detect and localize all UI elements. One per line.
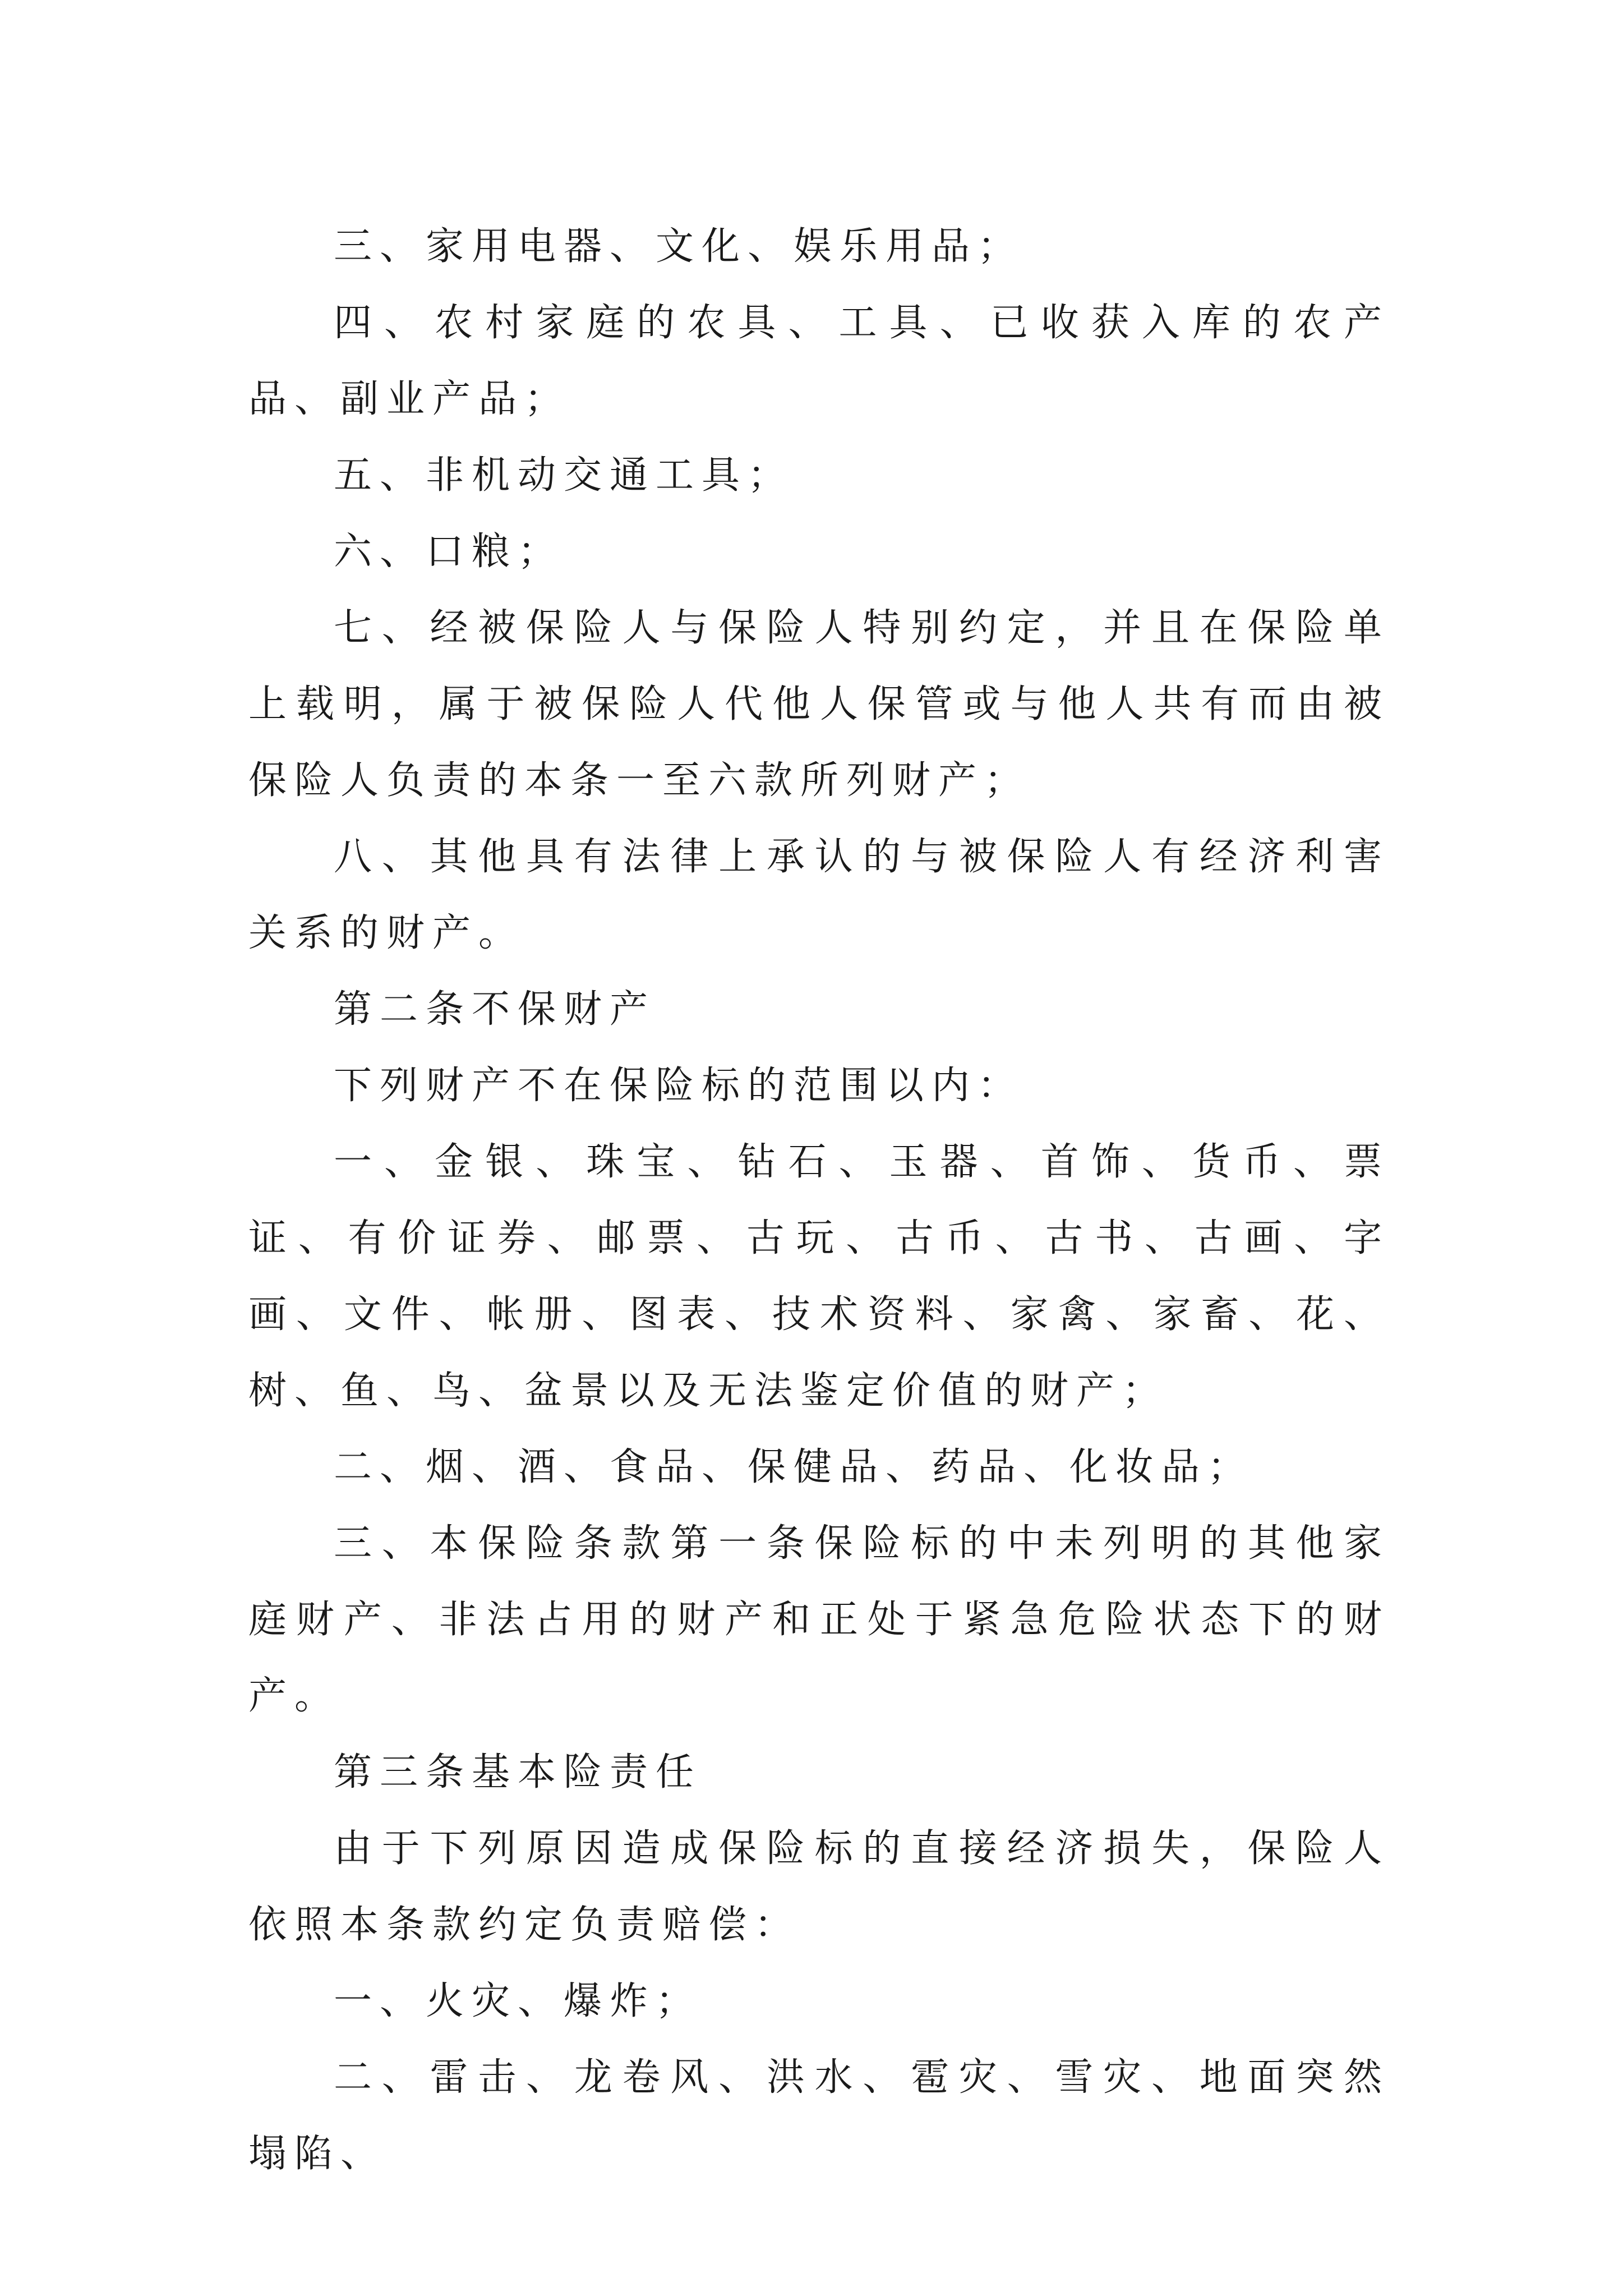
paragraph: 七、经被保险人与保险人特别约定，并且在保险单上载明，属于被保险人代他人保管或与他人共有而由被保险人负责的本条一至六款所列财产； [248, 606, 1390, 803]
paragraph: 六、口粮； [334, 530, 564, 574]
section-heading: 第三条基本险责任 [334, 1750, 702, 1795]
paragraph: 下列财产不在保险标的范围以内： [334, 1064, 1024, 1108]
paragraph: 二、雷击、龙卷风、洪水、雹灾、雪灾、地面突然塌陷、 [248, 2055, 1390, 2176]
paragraph: 三、家用电器、文化、娱乐用品； [334, 224, 1024, 269]
document-body [248, 209, 1390, 2192]
paragraph: 一、金银、珠宝、钻石、玉器、首饰、货币、票证、有价证券、邮票、古玩、古币、古书、古画、字画、文件、帐册、图表、技术资料、家禽、家畜、花、树、鱼、鸟、盆景以及无法鉴定价值的财产； [248, 1140, 1390, 1413]
section-heading: 第二条不保财产 [334, 987, 656, 1032]
paragraph: 五、非机动交通工具； [334, 453, 794, 498]
paragraph: 一、火灾、爆炸； [334, 1979, 702, 2023]
paragraph: 四、农村家庭的农具、工具、已收获入库的农产品、副业产品； [248, 301, 1390, 421]
paragraph: 由于下列原因造成保险标的直接经济损失，保险人依照本条款约定负责赔偿： [248, 1826, 1390, 1947]
paragraph: 二、烟、酒、食品、保健品、药品、化妆品； [334, 1445, 1254, 1489]
paragraph: 三、本保险条款第一条保险标的中未列明的其他家庭财产、非法占用的财产和正处于紧急危险状态下的财产。 [248, 1521, 1390, 1718]
paragraph: 八、其他具有法律上承认的与被保险人有经济利害关系的财产。 [248, 835, 1390, 955]
